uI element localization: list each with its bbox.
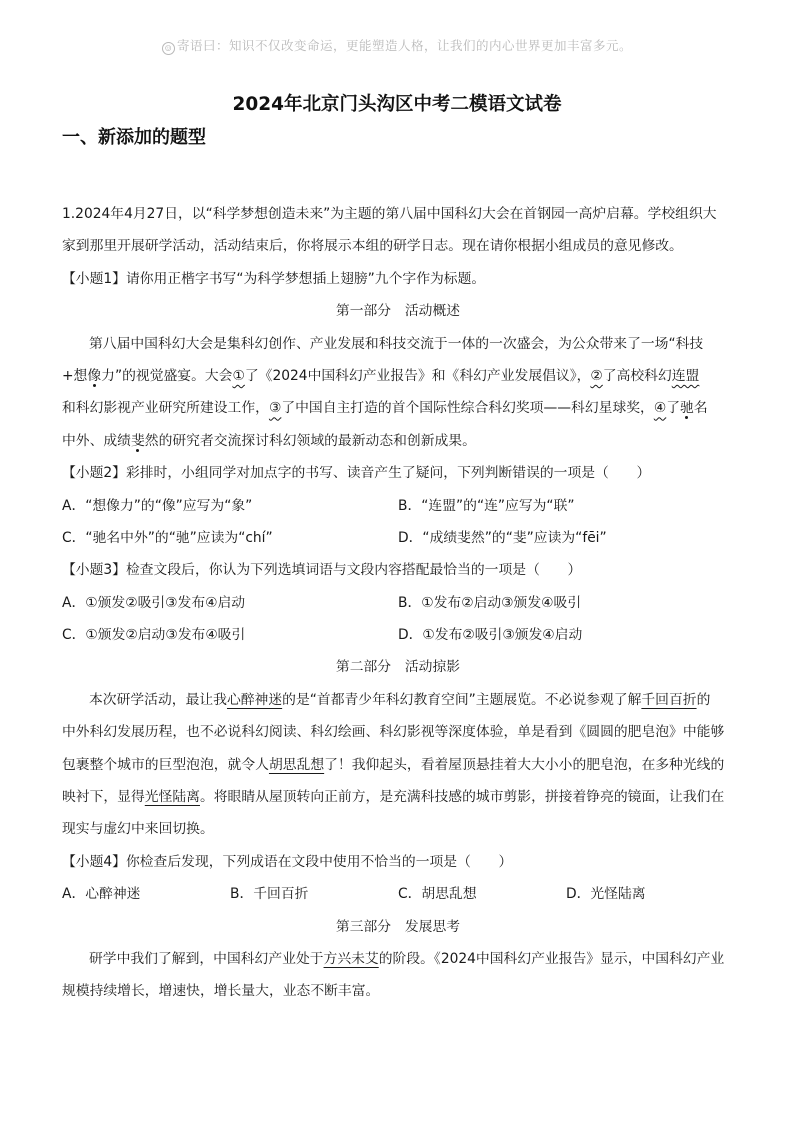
- part1-line: [62, 425, 734, 457]
- part3-line: 规模持续增长，增速快，增长量大，业态不断丰富。: [62, 983, 380, 1000]
- page-title: 2024年北京门头沟区中考二模语文试卷: [232, 94, 562, 115]
- option-b[interactable]: B．千回百折: [230, 886, 309, 903]
- part2-line: [62, 781, 734, 813]
- blank-marker-3: ③: [268, 400, 282, 417]
- dotted-char: 驰: [680, 400, 694, 417]
- text-run: 了: [666, 400, 681, 417]
- option-c[interactable]: C．胡思乱想: [398, 886, 477, 903]
- text-run: 映衬下，显得: [62, 789, 145, 806]
- option-d[interactable]: D．①发布②吸引③颁发④启动: [398, 627, 583, 644]
- option-a[interactable]: A．“想像力”的“像”应写为“象”: [62, 497, 253, 514]
- blank-marker-4: ④: [653, 400, 667, 417]
- intro-line: 1.2024年4月27日，以“科学梦想创造未来”为主题的第八届中国科幻大会在首钢园一高炉启幕。学校组织大: [62, 206, 717, 222]
- dotted-char: 斐: [130, 432, 145, 449]
- options-row: [62, 587, 734, 619]
- part2-heading: 第二部分 活动掠影: [335, 659, 461, 676]
- part1-heading: 第一部分 活动概述: [335, 303, 461, 320]
- option-b[interactable]: B．①发布②启动③颁发④吸引: [398, 594, 582, 611]
- text-run: 包裹整个城市的巨型泡泡，就令人: [62, 756, 269, 773]
- intro-line: 家到那里开展研学活动，活动结束后，你将展示本组的研学日志。现在请你根据小组成员的意见修改。: [62, 238, 683, 255]
- text-run: 和科幻影视产业研究所建设工作，: [62, 400, 269, 417]
- option-a[interactable]: A．心醉神迷: [62, 886, 141, 903]
- part1-line: 第八届中国科幻大会是集科幻创作、产业发展和科技交流于一体的一次盛会，为公众带来了一场“科技: [89, 335, 704, 352]
- text-run: 研学中我们了解到，中国科幻产业处于: [89, 950, 324, 967]
- question-4-stem: 【小题4】你检查后发现，下列成语在文段中使用不恰当的一项是（ ）: [62, 853, 513, 870]
- part2-line: 现实与虚幻中来回切换。: [62, 821, 214, 838]
- underlined-idiom: 光怪陆离: [144, 789, 200, 806]
- text-run: 了高校科幻: [602, 367, 672, 384]
- option-d[interactable]: D．“成绩斐然”的“斐”应读为“fēi”: [398, 529, 607, 546]
- options-row: [62, 490, 734, 522]
- text-run: 。将眼睛从屋顶转向正前方，是充满科技感的城市剪影，拼接着铮亮的镜面，让我们在: [199, 789, 725, 806]
- header-motto: [0, 36, 794, 55]
- blank-marker-2: ②: [590, 367, 603, 384]
- option-c[interactable]: C．“驰名中外”的“驰”应读为“chí”: [62, 529, 273, 546]
- dotted-char: 像: [87, 367, 102, 384]
- option-c[interactable]: C．①颁发②启动③发布④吸引: [62, 627, 246, 644]
- motto-text: 寄语曰：知识不仅改变命运，更能塑造人格，让我们的内心世界更加丰富多元。: [176, 38, 632, 53]
- underlined-idiom: 心醉神迷: [226, 691, 283, 708]
- part2-line: 中外科幻发展历程，也不必说科幻阅读、科幻绘画、科幻影视等深度体验，单是看到《圆圆的肥皂泡》中能够: [62, 724, 725, 741]
- section-heading: 一、新添加的题型: [62, 127, 206, 148]
- options-row: [62, 878, 734, 910]
- text-run: 了《2024中国科幻产业报告》和《科幻产业发展倡议》，: [244, 367, 591, 384]
- underlined-idiom: 方兴未艾: [323, 950, 379, 967]
- option-b[interactable]: B．“连盟”的“连”应写为“联”: [398, 497, 575, 514]
- part3-heading: 第三部分 发展思考: [335, 918, 461, 935]
- blank-marker-1: ①: [232, 367, 245, 384]
- option-a[interactable]: A．①颁发②吸引③发布④启动: [62, 594, 246, 611]
- option-d[interactable]: D．光怪陆离: [566, 886, 646, 903]
- underlined-idiom: 千回百折: [641, 691, 697, 708]
- question-2-stem: 【小题2】彩排时，小组同学对加点字的书写、读音产生了疑问，下列判断错误的一项是（ ）: [62, 465, 651, 482]
- text-run: 力”的视觉盛宴。大会: [101, 367, 233, 384]
- text-run: 然的研究者交流探讨科幻领域的最新动态和创新成果。: [144, 432, 476, 449]
- text-run: 了中国自主打造的首个国际性综合科幻奖项——科幻星球奖，: [281, 400, 654, 417]
- question-3-stem: 【小题3】检查文段后，你认为下列选填词语与文段内容搭配最恰当的一项是（ ）: [62, 562, 582, 579]
- question-1-stem: 【小题1】请你用正楷字书写“为科学梦想插上翅膀”九个字作为标题。: [62, 270, 486, 287]
- text-run: 本次研学活动，最让我: [89, 691, 227, 708]
- smile-icon: ☺: [162, 42, 175, 55]
- text-run: 名: [693, 400, 708, 417]
- underlined-idiom: 胡思乱想: [268, 756, 325, 773]
- options-row: [62, 619, 734, 651]
- text-run: +想: [62, 367, 88, 384]
- part2-line: [62, 749, 734, 781]
- text-run: 的: [696, 691, 711, 708]
- part3-line: [62, 943, 734, 975]
- text-run: 的是“首都青少年科幻教育空间”主题展览。不必说参观了解: [282, 691, 642, 708]
- part1-line: [62, 360, 734, 392]
- document-body: [62, 198, 734, 1008]
- part2-line: [62, 684, 734, 716]
- text-run: 的阶段。《2024中国科幻产业报告》显示，中国科幻产业: [378, 950, 725, 967]
- text-run: 中外、成绩: [62, 432, 131, 449]
- wavy-word: 连盟: [671, 367, 700, 384]
- options-row: [62, 522, 734, 554]
- part1-line: [62, 392, 734, 424]
- text-run: 了！我仰起头，看着屋顶悬挂着大大小小的肥皂泡，在多种光线的: [324, 756, 725, 773]
